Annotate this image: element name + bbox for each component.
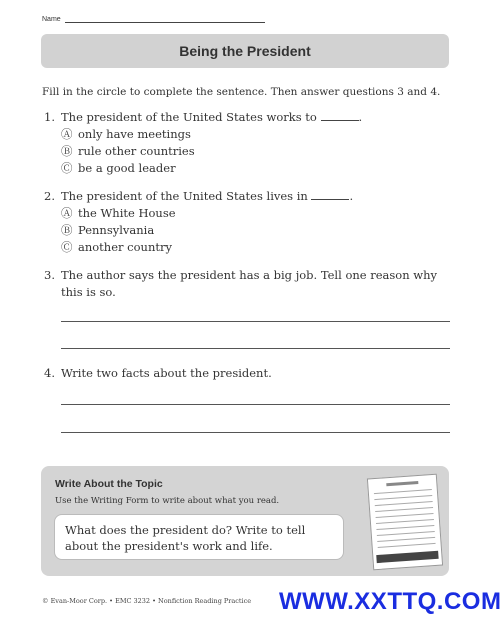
question-1 bbox=[44, 109, 362, 177]
answer-line[interactable] bbox=[61, 404, 450, 405]
question-text: Write two facts about the president. bbox=[61, 366, 272, 380]
sentence-end: . bbox=[358, 110, 363, 124]
option-a-text: only have meetings bbox=[78, 127, 191, 141]
watermark: WWW.XXTTQ.COM bbox=[279, 588, 501, 615]
option-a[interactable] bbox=[61, 205, 353, 222]
form-line bbox=[377, 531, 435, 536]
title-banner bbox=[41, 34, 449, 68]
option-b[interactable] bbox=[61, 222, 353, 239]
option-b[interactable] bbox=[61, 143, 362, 160]
option-a-circle[interactable]: Ⓐ bbox=[61, 127, 73, 141]
panel-title: Write About the Topic bbox=[55, 478, 163, 490]
form-line bbox=[376, 513, 434, 518]
answer-blank[interactable] bbox=[311, 190, 349, 200]
name-field bbox=[42, 14, 265, 23]
option-a[interactable] bbox=[61, 126, 362, 143]
answer-line[interactable] bbox=[61, 321, 450, 322]
option-c-text: be a good leader bbox=[78, 161, 176, 175]
name-label: Name bbox=[42, 16, 61, 23]
answer-line[interactable] bbox=[61, 348, 450, 349]
option-b-circle[interactable]: Ⓑ bbox=[61, 144, 73, 158]
sentence-end: . bbox=[349, 189, 354, 203]
option-a-circle[interactable]: Ⓐ bbox=[61, 206, 73, 220]
panel-subtitle: Use the Writing Form to write about what you read. bbox=[55, 496, 280, 506]
form-line bbox=[374, 495, 432, 500]
option-a-text: the White House bbox=[78, 206, 176, 220]
question-2 bbox=[44, 188, 353, 256]
form-line bbox=[375, 507, 433, 512]
question-text: The president of the United States lives in bbox=[61, 189, 308, 203]
question-number: 4. bbox=[44, 366, 55, 380]
option-c-circle[interactable]: Ⓒ bbox=[61, 240, 73, 254]
form-line bbox=[375, 501, 433, 506]
option-b-circle[interactable]: Ⓑ bbox=[61, 223, 73, 237]
option-c[interactable] bbox=[61, 160, 362, 177]
form-title-bar bbox=[386, 481, 418, 486]
form-line bbox=[374, 489, 432, 494]
question-3 bbox=[44, 267, 444, 301]
option-c[interactable] bbox=[61, 239, 353, 256]
option-b-text: rule other countries bbox=[78, 144, 195, 158]
writing-form-thumbnail bbox=[367, 474, 443, 571]
question-number: 2. bbox=[44, 189, 55, 203]
form-line bbox=[378, 543, 436, 548]
name-line[interactable] bbox=[65, 14, 265, 23]
copyright-footer: © Evan-Moor Corp. • EMC 3232 • Nonfiction Reading Practice bbox=[42, 597, 252, 605]
write-about-panel bbox=[41, 466, 449, 576]
answer-line[interactable] bbox=[61, 432, 450, 433]
form-line bbox=[376, 525, 434, 530]
answer-blank[interactable] bbox=[321, 111, 359, 121]
page-title: Being the President bbox=[179, 43, 311, 59]
instructions: Fill in the circle to complete the sentence. Then answer questions 3 and 4. bbox=[42, 86, 441, 98]
writing-prompt: What does the president do? Write to tell about the president's work and life. bbox=[54, 514, 344, 560]
question-number: 1. bbox=[44, 110, 55, 124]
question-number: 3. bbox=[44, 268, 55, 282]
form-line bbox=[377, 537, 435, 542]
question-4 bbox=[44, 365, 272, 382]
form-line bbox=[376, 519, 434, 524]
form-base-illustration bbox=[376, 551, 438, 563]
option-b-text: Pennsylvania bbox=[78, 223, 155, 237]
option-c-text: another country bbox=[78, 240, 172, 254]
question-text: The author says the president has a big job. Tell one reason why this is so. bbox=[61, 268, 438, 299]
option-c-circle[interactable]: Ⓒ bbox=[61, 161, 73, 175]
question-text: The president of the United States works to bbox=[61, 110, 317, 124]
